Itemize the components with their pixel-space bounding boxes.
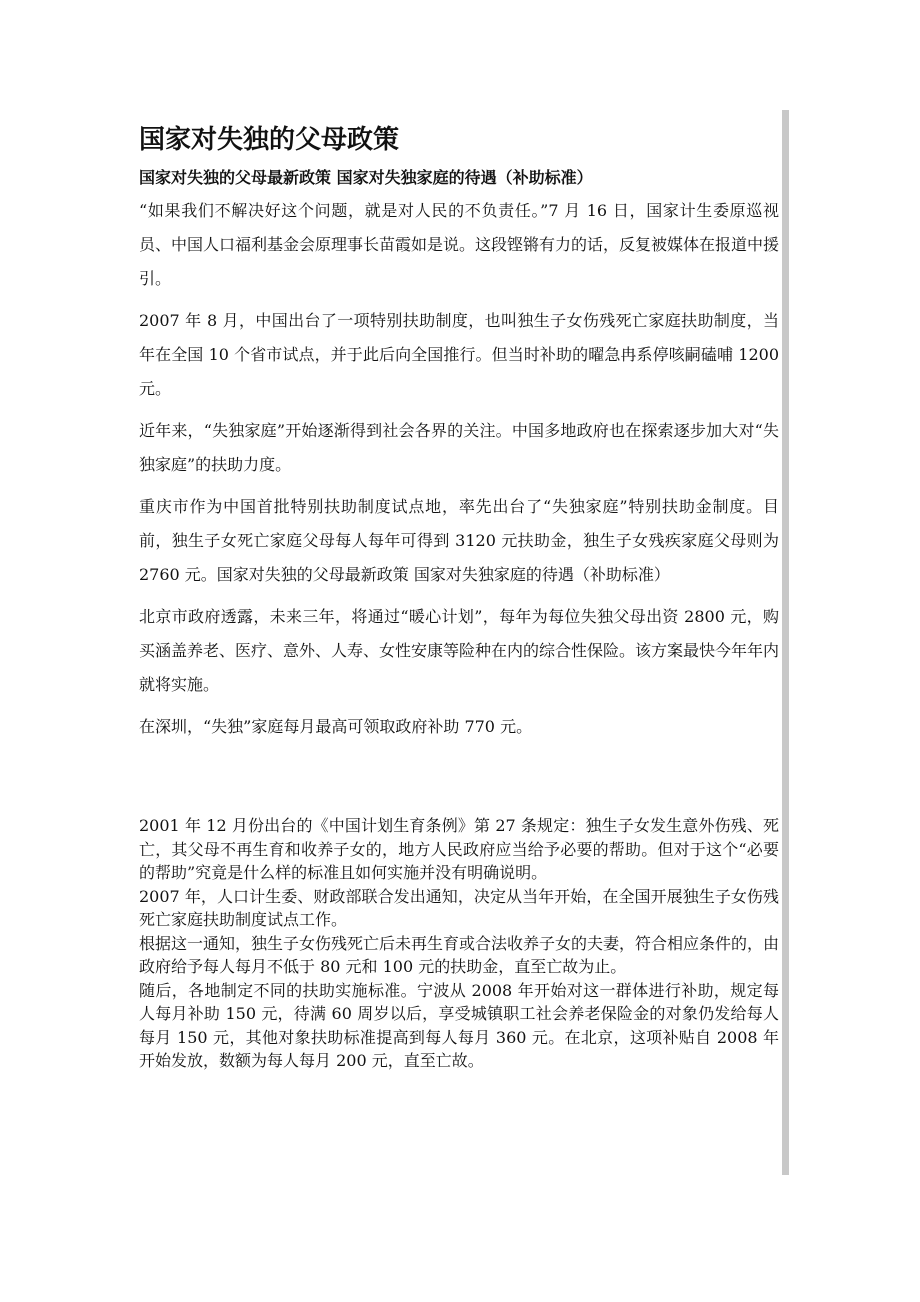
section-gap bbox=[139, 744, 779, 814]
document-body bbox=[139, 118, 779, 1073]
paragraph-2007-policy: 2007 年 8 月，中国出台了一项特别扶助制度，也叫独生子女伤残死亡家庭扶助制度，当年在全国 10 个省市试点，并于此后向全国推行。但当时补助的曜急冉系停咳嗣磕哺 1200 元。 bbox=[139, 311, 779, 398]
paragraph-subsidy-standard: 根据这一通知，独生子女伤残死亡后未再生育或合法收养子女的夫妻，符合相应条件的，由政府给予每人每月不低于 80 元和 100 元的扶助金，直至亡故为止。 bbox=[139, 933, 780, 976]
paragraph-beijing-plan: 北京市政府透露，未来三年，将通过“暖心计划”，每年为每位失独父母出资 2800 元，购买涵盖养老、医疗、意外、人寿、女性安康等险种在内的综合性保险。该方案最快今年年内就将实施。 bbox=[139, 607, 780, 694]
paragraph-chongqing: 重庆市作为中国首批特别扶助制度试点地，率先出台了“失独家庭”特别扶助金制度。目前，独生子女死亡家庭父母每人每年可得到 3120 元扶助金，独生子女残疾家庭父母则为 2760 元。国家对失独的父母最新政策 国家对失独家庭的待遇（补助标准） bbox=[139, 497, 779, 584]
paragraph-quote: “如果我们不解决好这个问题，就是对人民的不负责任。”7 月 16 日，国家计生委原巡视员、中国人口福利基金会原理事长苗霞如是说。这段铿锵有力的话，反复被媒体在报道中援引。 bbox=[139, 201, 780, 288]
paragraph-recent-attention: 近年来，“失独家庭”开始逐渐得到社会各界的关注。中国多地政府也在探索逐步加大对“失独家庭”的扶助力度。 bbox=[139, 421, 779, 474]
paragraph-local-standards: 随后，各地制定不同的扶助实施标准。宁波从 2008 年开始对这一群体进行补助，规定每人每月补助 150 元，待满 60 周岁以后，享受城镇职工社会养老保险金的对象仍发给每人每月 150 元，其他对象扶助标准提高到每人每月 360 元。在北京，这项补贴自 2008 年开始发放，数额为每人每月 200 元，直至亡故。 bbox=[139, 980, 779, 1070]
paragraph-shenzhen: 在深圳，“失独”家庭每月最高可领取政府补助 770 元。 bbox=[139, 717, 533, 736]
page-edge-rule bbox=[782, 110, 789, 1175]
paragraph-2007-notice: 2007 年，人口计生委、财政部联合发出通知，决定从当年开始，在全国开展独生子女伤残死亡家庭扶助制度试点工作。 bbox=[139, 886, 779, 929]
paragraph-2001-regulation: 2001 年 12 月份出台的《中国计划生育条例》第 27 条规定：独生子女发生意外伤残、死亡，其父母不再生育和收养子女的，地方人民政府应当给予必要的帮助。但对于这个“必要的帮助”究竟是什么样的标准且如何实施并没有明确说明。 bbox=[139, 816, 779, 882]
page-subtitle: 国家对失独的父母最新政策 国家对失独家庭的待遇（补助标准） bbox=[139, 168, 593, 187]
page-title: 国家对失独的父母政策 bbox=[139, 125, 400, 155]
